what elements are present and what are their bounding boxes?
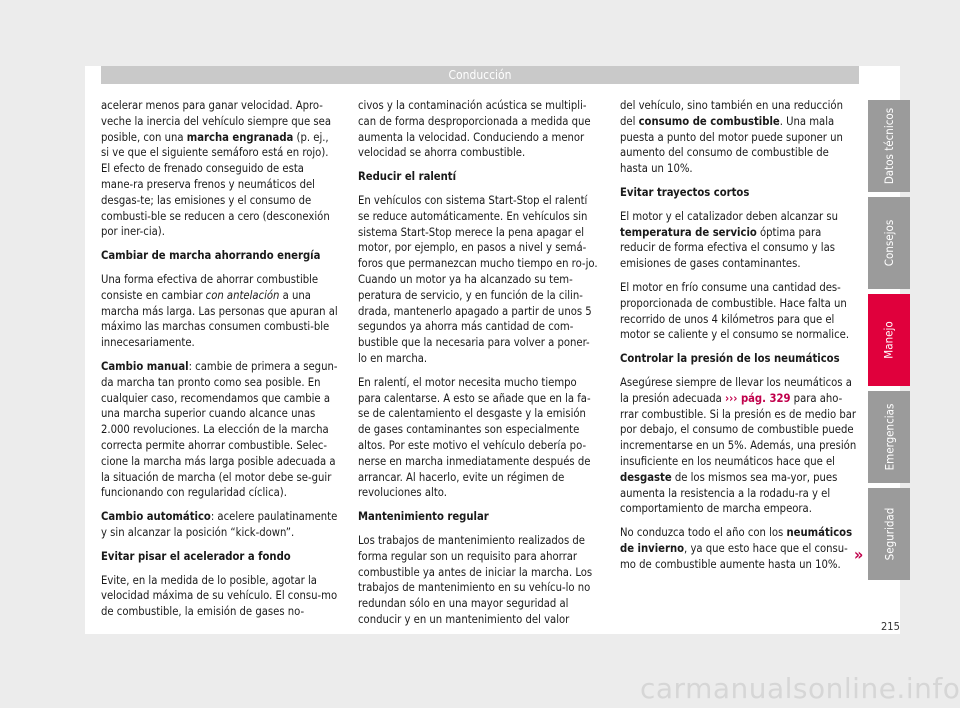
page-number: 215 (881, 620, 900, 633)
section-heading: Evitar trayectos cortos (620, 185, 750, 199)
paragraph: Cambio manual: cambie de primera a segun-da marcha tan pronto como sea posible. En cualquier caso, recomendamos que cambie a una marcha superior cuando alcance unas 2.000 revoluciones. La elección de la marcha correcta permite ahorrar combustible. Selec-cione la marcha más larga posible adecuada a la situación de marcha (el motor debe se-guir funcionando con regularidad cíclica). (101, 359, 338, 500)
paragraph: En vehículos con sistema Start-Stop el ralentí se reduce automáticamente. En vehículos sin sistema Start-Stop merece la pena apagar el motor, por ejemplo, en pasos a nivel y semá-foros que permanezcan mucho tiempo en ro-jo. Cuando un motor ya ha alcanzado su tem-peratura de servicio, y en función de la cilin-drada, mantenerlo apagado a partir de unos 5 segundos ya ahorra más cantidad de com-bustible que la necesaria para volver a poner-lo en marcha. (358, 193, 598, 365)
paragraph: Los trabajos de mantenimiento realizados de forma regular son un requisito para ahorrar combustible ya antes de iniciar la marcha. Los trabajos de mantenimiento en su vehícu-lo no redundan sólo en una mayor seguridad al conducir y en un mantenimiento del valor (358, 533, 593, 626)
tab-consejos[interactable]: Consejos (868, 197, 910, 289)
watermark: carmanualsonline.info (640, 672, 960, 705)
tab-datos-tecnicos[interactable]: Datos técnicos (868, 100, 910, 192)
page-header: Conducción (101, 66, 859, 84)
page-reference-link[interactable]: ››› pág. 329 (725, 391, 791, 405)
paragraph: No conduzca todo el año con los neumáticos de invierno, ya que esto hace que el consu-mo de combustible aumente hasta un 10%. (620, 526, 853, 571)
paragraph: Una forma efectiva de ahorrar combustible consiste en cambiar con antelación a una marcha más larga. Las personas que apuran al máximo las marchas consumen combusti-ble innecesariamente. (101, 272, 338, 350)
paragraph: Asegúrese siempre de llevar los neumáticos a la presión adecuada ››› pág. 329 para aho-rrar combustible. Si la presión es de medio bar por debajo, el consumo de combustible puede incrementarse en un 5%. Además, una presión insuficiente en los neumáticos hace que el desgaste de los mismos sea ma-yor, pues aumenta la resistencia a la rodadu-ra y el comportamiento de marcha empeora. (620, 375, 857, 516)
paragraph: del vehículo, sino también en una reducción del consumo de combustible. Una mala puesta a punto del motor puede suponer un aumento del consumo de combustible de hasta un 10%. (620, 99, 843, 176)
column-1 (101, 98, 339, 620)
paragraph: El motor y el catalizador deben alcanzar su temperatura de servicio óptima para reducir de forma efectiva el consumo y las emisiones de gases contaminantes. (620, 209, 839, 271)
column-3 (620, 98, 858, 573)
paragraph: Cambio automático: acelere paulatinamente y sin alcanzar la posición “kick-down”. (101, 510, 338, 539)
paragraph: acelerar menos para ganar velocidad. Apro-veche la inercia del vehículo siempre que sea posible, con una marcha engranada (p. ej., si ve que el siguiente semáforo está en rojo). El efecto de frenado conseguido de esta mane-ra preserva frenos y neumáticos del desgas-te; las emisiones y el consumo de combusti-ble se reducen a cero (desconexión por iner-cia). (101, 99, 332, 239)
section-heading: Mantenimiento regular (358, 510, 489, 524)
paragraph: Evite, en la medida de lo posible, agotar la velocidad máxima de su vehículo. El consu-mo de combustible, la emisión de gases no- (101, 573, 338, 619)
paragraph: En ralentí, el motor necesita mucho tiempo para calentarse. A esto se añade que en la fa-se de calentamiento el desgaste y la emisión de gases contaminantes son especialmente altos. Por este motivo el vehículo debería po-nerse en marcha inmediatamente después de arrancar. Al hacerlo, evite un régimen de revoluciones alto. (358, 375, 591, 500)
section-heading: Evitar pisar el acelerador a fondo (101, 549, 291, 563)
section-heading: Reducir el ralentí (358, 170, 457, 184)
paragraph: civos y la contaminación acústica se multipli-can de forma desproporcionada a medida que aumenta la velocidad. Conduciendo a menor velocidad se ahorra combustible. (358, 99, 591, 160)
paragraph: El motor en frío consume una cantidad des-proporcionada de combustible. Hace falta un recorrido de unos 4 kilómetros para que el motor se caliente y el consumo se normalice. (620, 280, 850, 342)
tab-seguridad[interactable]: Seguridad (868, 488, 910, 580)
continue-arrow-icon: » (854, 545, 864, 564)
section-heading: Cambiar de marcha ahorrando energía (101, 249, 321, 263)
tab-manejo[interactable]: Manejo (868, 294, 910, 386)
tab-emergencias[interactable]: Emergencias (868, 391, 910, 483)
column-2 (358, 98, 598, 628)
section-heading: Controlar la presión de los neumáticos (620, 352, 840, 366)
